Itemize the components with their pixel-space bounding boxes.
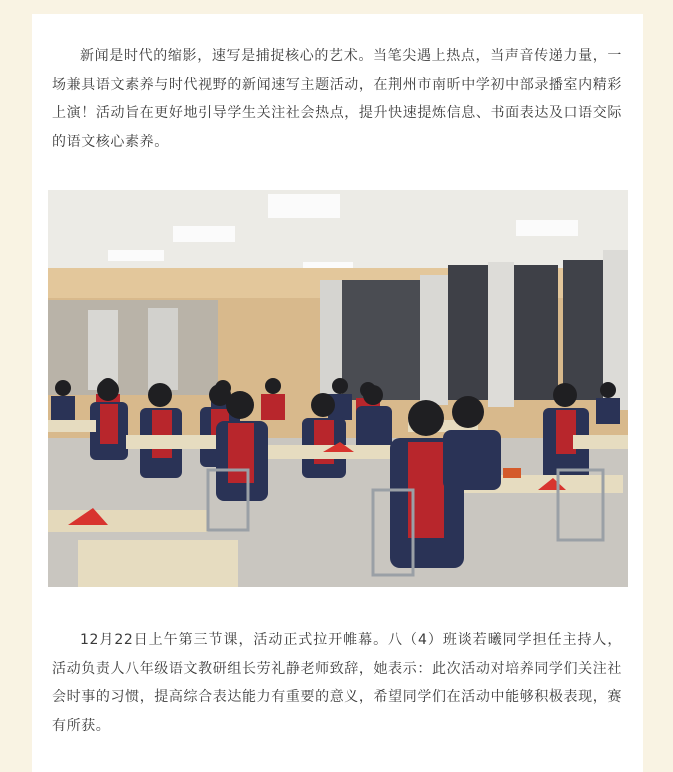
curtain: [488, 262, 514, 407]
curtain: [420, 275, 448, 405]
ceiling-light: [108, 250, 164, 261]
name-card: [503, 468, 521, 478]
mirror-curtain: [88, 310, 118, 390]
mirror-curtain: [148, 308, 178, 390]
ceiling-light: [173, 226, 235, 242]
event-paragraph: 12月22日上午第三节课，活动正式拉开帷幕。八（4）班谈若曦同学担任主持人，活动负责人八年级语文教研组长劳礼静老师致辞，她表示：此次活动对培养同学们关注社会时事的习惯，提高综合表达能力有重要的意义，希望同学们在活动中能够积极表现，赛有所获。: [52, 632, 622, 734]
ceiling-light: [268, 194, 340, 218]
intro-paragraph: 新闻是时代的缩影，速写是捕捉核心的艺术。当笔尖遇上热点，当声音传递力量，一场兼具语文素养与时代视野的新闻速写主题活动，在荆州市南昕中学初中部录播室内精彩上演！活动旨在更好地引导学生关注社会热点，提升快速提炼信息、书面表达及口语交际的语文核心素养。: [52, 48, 622, 150]
classroom-photo[interactable]: [48, 190, 628, 587]
ceiling-light: [516, 220, 578, 236]
mirror-wall: [48, 300, 218, 395]
classroom-photo-illustration: [48, 190, 628, 587]
article-card: [32, 14, 643, 772]
